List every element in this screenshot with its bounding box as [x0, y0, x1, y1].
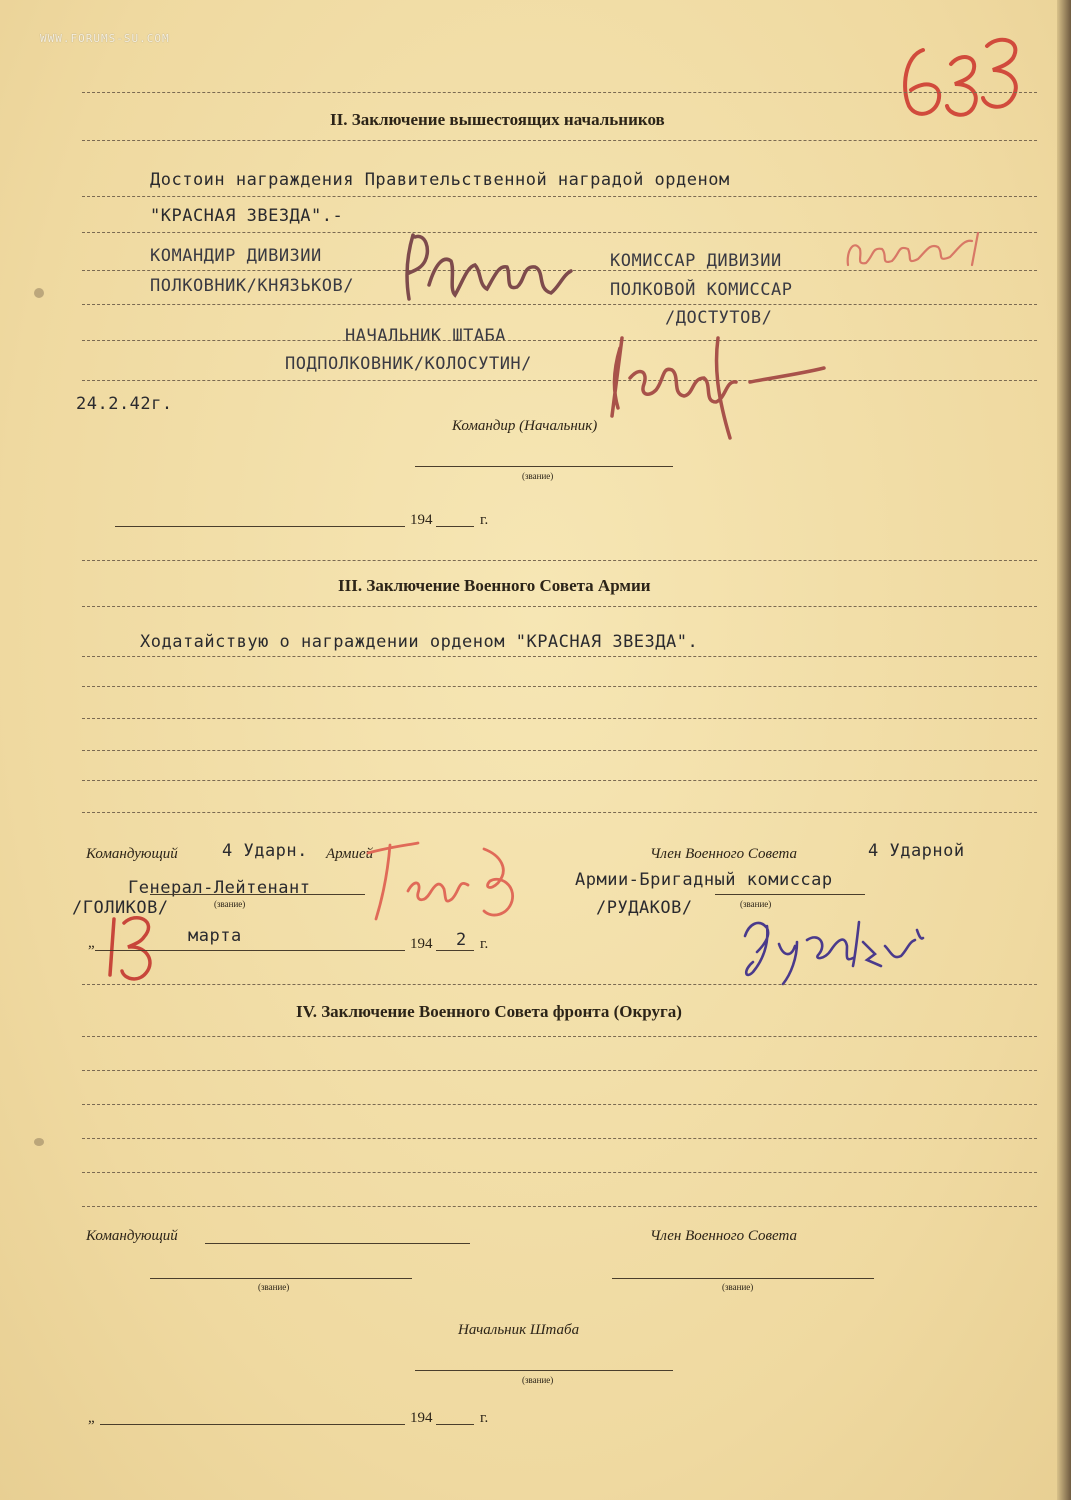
date-day-handwritten [100, 905, 170, 985]
signature-dostutov [840, 225, 990, 280]
date-month: марта [188, 926, 242, 946]
section3-text: Ходатайствую о награждении орденом "КРАСНАЯ ЗВЕЗДА". [140, 632, 699, 652]
chief-title: НАЧАЛЬНИК ШТАБА [345, 326, 507, 346]
rule [82, 140, 1037, 141]
year-suffix: г. [480, 1410, 489, 1426]
date-line [436, 950, 474, 951]
rule [82, 1138, 1037, 1139]
council-typed: 4 Ударной [868, 841, 965, 861]
div-commander-title: КОМАНДИР ДИВИЗИИ [150, 246, 322, 266]
paper-edge [1057, 0, 1071, 1500]
div-commander-name: ПОЛКОВНИК/КНЯЗЬКОВ/ [150, 276, 354, 296]
front-chief-label: Начальник Штаба [458, 1322, 580, 1338]
rule [82, 656, 1037, 657]
rule [82, 380, 1037, 381]
signature-golikov [360, 835, 530, 925]
rule [82, 196, 1037, 197]
signature-line [415, 1370, 673, 1371]
council-label: Член Военного Совета [650, 846, 797, 862]
army-commander-label: Командующий [86, 846, 178, 862]
rank-line [415, 466, 673, 467]
rule [82, 560, 1037, 561]
rank-caption: (звание) [258, 1282, 290, 1292]
rule [82, 812, 1037, 813]
rule [82, 1036, 1037, 1037]
section2-heading: II. Заключение вышестоящих начальников [330, 110, 665, 129]
rule [82, 1070, 1037, 1071]
date-quote: „ [88, 1410, 95, 1426]
signature-rudakov [735, 900, 935, 990]
front-commander-label: Командующий [86, 1228, 178, 1244]
rule [82, 780, 1037, 781]
date-line [436, 526, 474, 527]
commissar-name: /ДОСТУТОВ/ [665, 308, 773, 328]
section2-date: 24.2.42г. [76, 394, 173, 414]
rule [82, 1172, 1037, 1173]
punch-mark [34, 1138, 44, 1146]
rank-caption: (звание) [740, 899, 772, 909]
rule [82, 1104, 1037, 1105]
signature-line [205, 1243, 470, 1244]
date-line [115, 526, 405, 527]
signature-line [150, 1278, 412, 1279]
section3-heading: III. Заключение Военного Совета Армии [338, 576, 651, 595]
commander-label: Командир (Начальник) [452, 418, 598, 434]
rule [82, 686, 1037, 687]
rank-caption: (звание) [722, 1282, 754, 1292]
rule [82, 1206, 1037, 1207]
signature-kolosutin [600, 318, 830, 448]
army-label: Армией [326, 846, 374, 862]
front-council-label: Член Военного Совета [650, 1228, 797, 1244]
rule [82, 92, 1037, 93]
year-suffix: г. [480, 512, 489, 528]
chief-name: ПОДПОЛКОВНИК/КОЛОСУТИН/ [285, 354, 532, 374]
year-suffix: г. [480, 936, 489, 952]
sheet-number-633 [895, 28, 1035, 123]
year-prefix: 194 [410, 512, 433, 528]
section4-heading: IV. Заключение Военного Совета фронта (Округа) [296, 1002, 682, 1021]
rule [82, 750, 1037, 751]
commissar-rank: ПОЛКОВОЙ КОМИССАР [610, 280, 793, 300]
commissar-title: КОМИССАР ДИВИЗИИ [610, 251, 782, 271]
council-rank: Армии-Бригадный комиссар [575, 870, 833, 890]
year-prefix: 194 [410, 936, 433, 952]
year-prefix: 194 [410, 1410, 433, 1426]
date-line [95, 950, 405, 951]
rank-line [715, 894, 865, 895]
watermark: WWW.FORUMS-SU.COM [40, 32, 170, 45]
rank-caption: (звание) [522, 1375, 554, 1385]
signature-knyazkov [395, 215, 585, 315]
signature-line [612, 1278, 874, 1279]
year-digit: 2 [456, 930, 467, 950]
commander-rank: Генерал-Лейтенант [128, 878, 311, 898]
rule [82, 340, 1037, 341]
rank-caption: (звание) [214, 899, 246, 909]
rule [82, 606, 1037, 607]
rank-line [150, 894, 365, 895]
date-line [436, 1424, 474, 1425]
rule [82, 984, 1037, 985]
army-typed: 4 Ударн. [222, 841, 308, 861]
rank-caption: (звание) [522, 471, 554, 481]
section2-line2: "КРАСНАЯ ЗВЕЗДА".- [150, 206, 344, 226]
council-name: /РУДАКОВ/ [596, 898, 693, 918]
date-line [100, 1424, 405, 1425]
section2-line1: Достоин награждения Правительственной наградой орденом [150, 170, 730, 190]
rule [82, 718, 1037, 719]
punch-mark [34, 288, 44, 298]
date-quote: „ [88, 935, 95, 951]
commander-name: /ГОЛИКОВ/ [72, 898, 169, 918]
